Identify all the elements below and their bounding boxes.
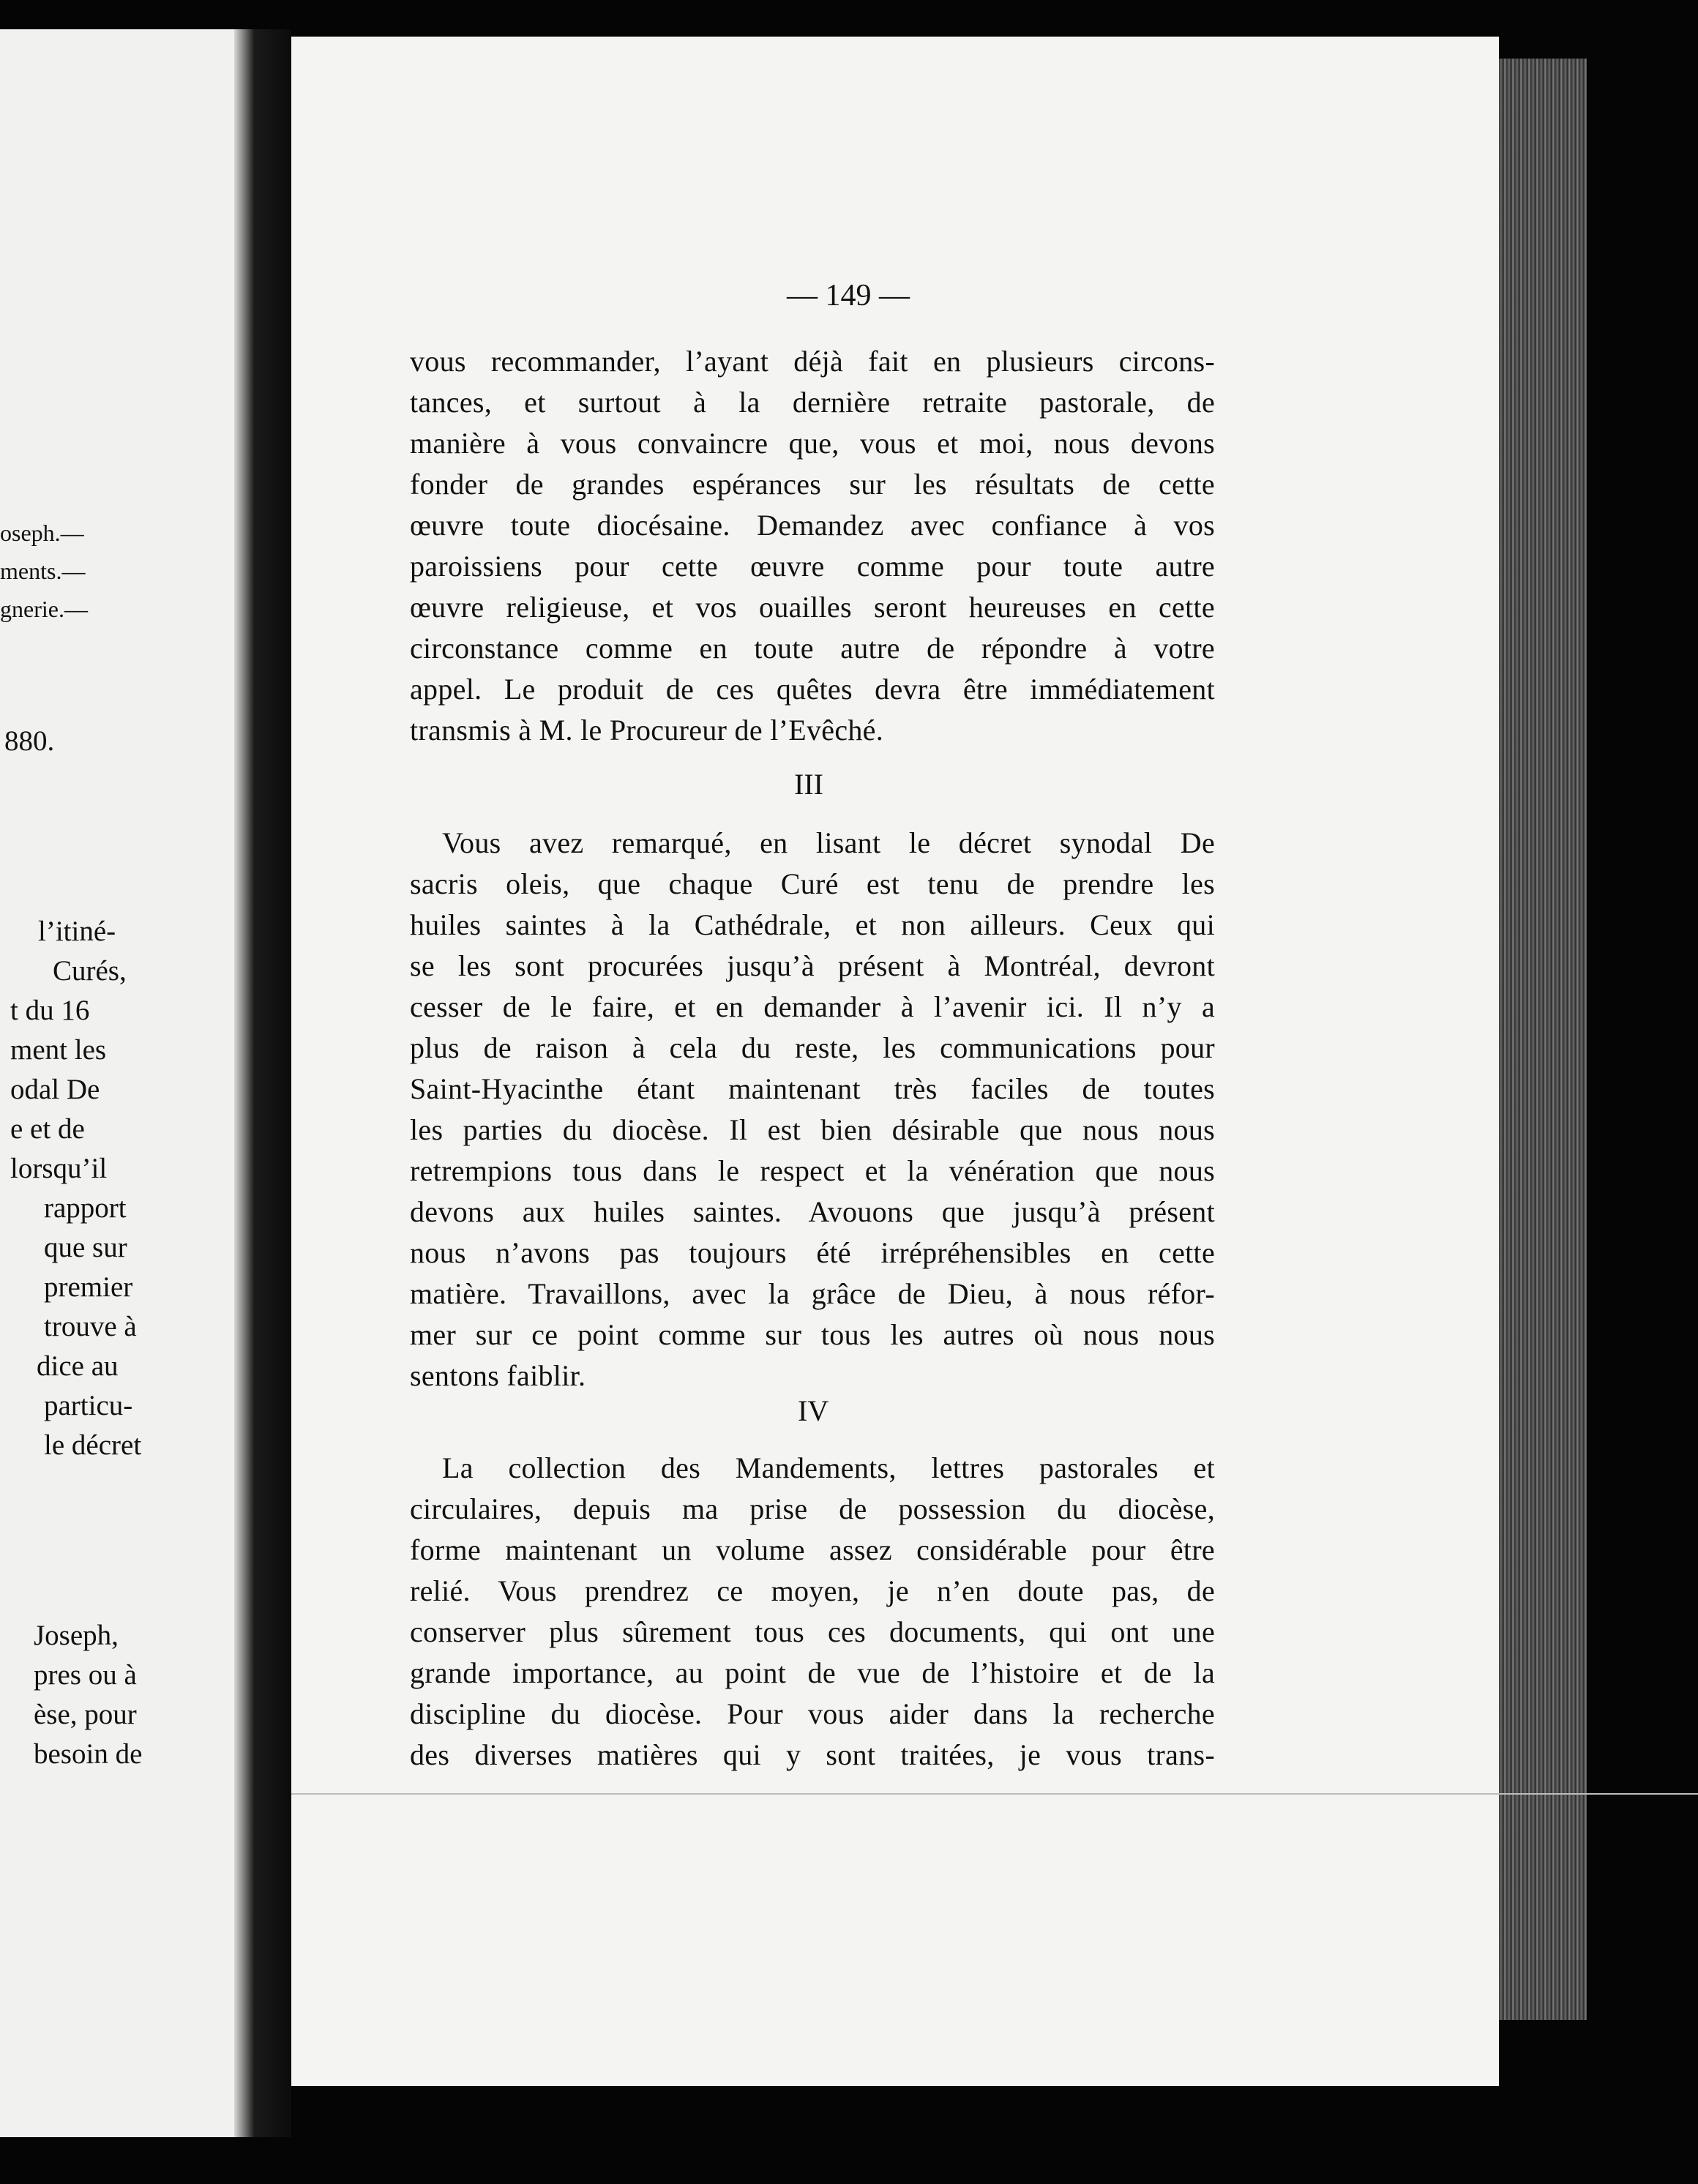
text-line: plus de raison à cela du reste, les communications pour <box>410 1031 1215 1064</box>
text-line: circonstance comme en toute autre de répondre à votre <box>410 632 1215 665</box>
text-line: sentons faiblir. <box>410 1359 586 1392</box>
left-fragment: premier <box>44 1271 133 1303</box>
text-line: paroissiens pour cette œuvre comme pour toute autre <box>410 550 1215 583</box>
text-line: circulaires, depuis ma prise de possession du diocèse, <box>410 1492 1215 1525</box>
text-line: forme maintenant un volume assez considérable pour être <box>410 1533 1215 1566</box>
text-line: se les sont procurées jusqu’à présent à Montréal, devront <box>410 949 1215 982</box>
text-line: manière à vous convaincre que, vous et moi, nous devons <box>410 427 1215 460</box>
text-line: grande importance, au point de vue de l’histoire et de la <box>410 1656 1215 1689</box>
left-fragment: oseph.— <box>0 520 84 546</box>
page-edge <box>1499 59 1587 2020</box>
page-number: — 149 — <box>787 279 910 313</box>
text-line: appel. Le produit de ces quêtes devra être immédiatement <box>410 673 1215 706</box>
left-fragment: particu- <box>44 1390 133 1421</box>
left-fragment: Joseph, <box>34 1620 119 1651</box>
text-line: mer sur ce point comme sur tous les autres où nous nous <box>410 1318 1215 1351</box>
left-fragment: e et de <box>10 1113 85 1145</box>
text-line: fonder de grandes espérances sur les résultats de cette <box>410 468 1215 501</box>
text-line: tances, et surtout à la dernière retraite pastorale, de <box>410 386 1215 419</box>
text-line: La collection des Mandements, lettres pastorales et <box>442 1451 1215 1484</box>
text-line: les parties du diocèse. Il est bien désirable que nous nous <box>410 1113 1215 1146</box>
text-line: cesser de le faire, et en demander à l’avenir ici. Il n’y a <box>410 990 1215 1023</box>
left-fragment: Curés, <box>53 955 127 987</box>
left-fragment: l’itiné- <box>38 916 116 947</box>
section-heading-iv: IV <box>798 1394 829 1427</box>
left-fragment: ments.— <box>0 558 86 584</box>
text-line: huiles saintes à la Cathédrale, et non ailleurs. Ceux qui <box>410 908 1215 941</box>
left-fragment: gnerie.— <box>0 596 88 622</box>
text-line: œuvre toute diocésaine. Demandez avec confiance à vos <box>410 509 1215 542</box>
text-line: conserver plus sûrement tous ces documents, qui ont une <box>410 1615 1215 1648</box>
text-line: discipline du diocèse. Pour vous aider dans la recherche <box>410 1697 1215 1730</box>
left-fragment: rapport <box>44 1192 127 1224</box>
left-fragment: besoin de <box>34 1738 143 1770</box>
left-fragment: pres ou à <box>34 1659 137 1691</box>
left-fragment: t du 16 <box>10 995 90 1026</box>
left-page <box>0 29 234 2137</box>
left-fragment: le décret <box>44 1429 142 1461</box>
text-line: retrempions tous dans le respect et la vénération que nous <box>410 1154 1215 1187</box>
text-line: relié. Vous prendrez ce moyen, je n’en doute pas, de <box>410 1574 1215 1607</box>
left-fragment: 880. <box>4 725 55 757</box>
left-fragment: que sur <box>44 1232 127 1263</box>
text-line: sacris oleis, que chaque Curé est tenu de prendre les <box>410 867 1215 900</box>
left-fragment: dice au <box>37 1350 119 1382</box>
text-line: matière. Travaillons, avec la grâce de Dieu, à nous réfor- <box>410 1277 1215 1310</box>
left-fragment: èse, pour <box>34 1699 137 1730</box>
left-fragment: lorsqu’il <box>10 1153 108 1184</box>
left-fragment: ment les <box>10 1034 107 1066</box>
section-heading-iii: III <box>794 768 823 801</box>
book-gutter <box>234 29 291 2137</box>
scan-line <box>291 1793 1698 1795</box>
text-line: Saint-Hyacinthe étant maintenant très faciles de toutes <box>410 1072 1215 1105</box>
text-line: des diverses matières qui y sont traitées, je vous trans- <box>410 1738 1215 1771</box>
text-line: vous recommander, l’ayant déjà fait en plusieurs circons- <box>410 345 1215 378</box>
text-line: Vous avez remarqué, en lisant le décret synodal De <box>442 826 1215 859</box>
text-line: œuvre religieuse, et vos ouailles seront heureuses en cette <box>410 591 1215 624</box>
text-line: devons aux huiles saintes. Avouons que jusqu’à présent <box>410 1195 1215 1228</box>
text-line: nous n’avons pas toujours été irrépréhensibles en cette <box>410 1236 1215 1269</box>
left-fragment: odal De <box>10 1074 100 1105</box>
left-fragment: trouve à <box>44 1311 137 1342</box>
text-line: transmis à M. le Procureur de l’Evêché. <box>410 714 884 747</box>
